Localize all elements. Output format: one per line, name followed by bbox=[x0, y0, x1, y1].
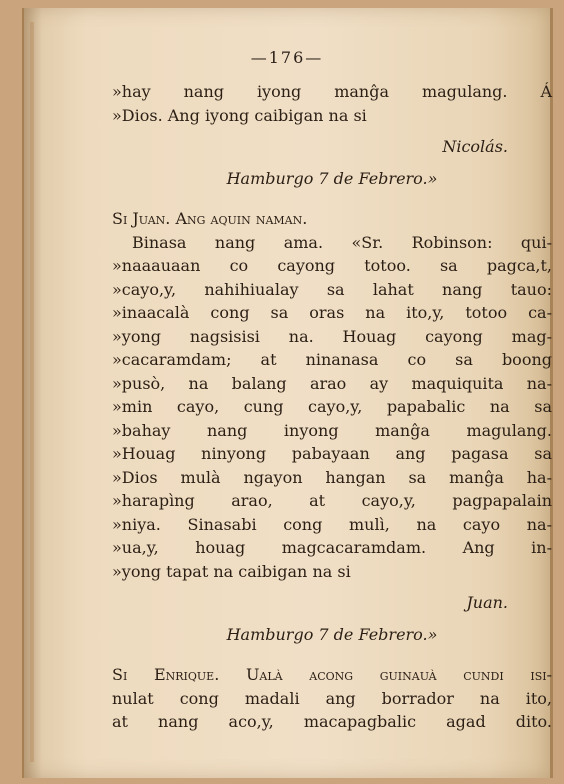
text-line: »yong tapat na caibigan na si bbox=[112, 561, 351, 581]
text-line: »pusò, na balang arao ay maquiquita na- bbox=[112, 373, 552, 393]
text-line: »Dios mulà ngayon hangan sa manĝa ha- bbox=[112, 467, 552, 487]
signature-juan: Juan. bbox=[466, 593, 508, 612]
book-page bbox=[22, 8, 553, 778]
page-text bbox=[112, 80, 552, 734]
speaker-line-juan: Si Juan. Ang aquin naman. bbox=[112, 209, 308, 228]
text-line: »naaauaan co cayong totoo. sa pagca,t, bbox=[112, 256, 552, 275]
signature-nicolas: Nicolás. bbox=[442, 137, 508, 156]
text-line: »ua,y, houag magcacaramdam. Ang in- bbox=[112, 538, 552, 557]
text-line: Binasa nang ama. «Sr. Robinson: qui- bbox=[132, 232, 552, 252]
spacer bbox=[112, 646, 552, 663]
text-line: »yong nagsisisi na. Houag cayong mag- bbox=[112, 326, 552, 346]
spacer bbox=[112, 190, 552, 207]
spacer bbox=[112, 159, 552, 167]
spacer bbox=[112, 615, 552, 623]
text-line: nulat cong madali ang borrador na ito, bbox=[112, 688, 552, 708]
dateline: Hamburgo 7 de Febrero.» bbox=[226, 168, 438, 188]
spacer bbox=[112, 127, 552, 135]
text-line: at nang aco,y, macapagbalic agad dito. bbox=[112, 712, 552, 731]
text-line: »min cayo, cung cayo,y, papabalic na sa bbox=[112, 397, 552, 416]
speaker-line-enrique: Si Enrique. Ualà acong guinauà cundi isi- bbox=[112, 665, 552, 684]
text-line: »cayo,y, nahihiualay sa lahat nang tauo: bbox=[112, 279, 552, 299]
text-line: »Houag ninyong pabayaan ang pagasa sa bbox=[112, 444, 552, 463]
text-line: »harapìng arao, at cayo,y, pagpapalain bbox=[112, 491, 552, 510]
text-line: »inaacalà cong sa oras na ito,y, totoo ca- bbox=[112, 303, 552, 322]
text-line: »niya. Sinasabi cong mulì, na cayo na- bbox=[112, 514, 552, 534]
text-line: »bahay nang inyong manĝa magulang. bbox=[112, 420, 552, 440]
dateline: Hamburgo 7 de Febrero.» bbox=[226, 624, 438, 644]
text-line: »hay nang iyong manĝa magulang. Á bbox=[112, 82, 552, 101]
spacer bbox=[112, 583, 552, 591]
page-number: —176— bbox=[250, 48, 324, 67]
text-line: »cacaramdam; at ninanasa co sa boong bbox=[112, 350, 552, 369]
page-shadow bbox=[22, 8, 42, 778]
text-line: »Dios. Ang iyong caibigan na si bbox=[112, 105, 367, 125]
